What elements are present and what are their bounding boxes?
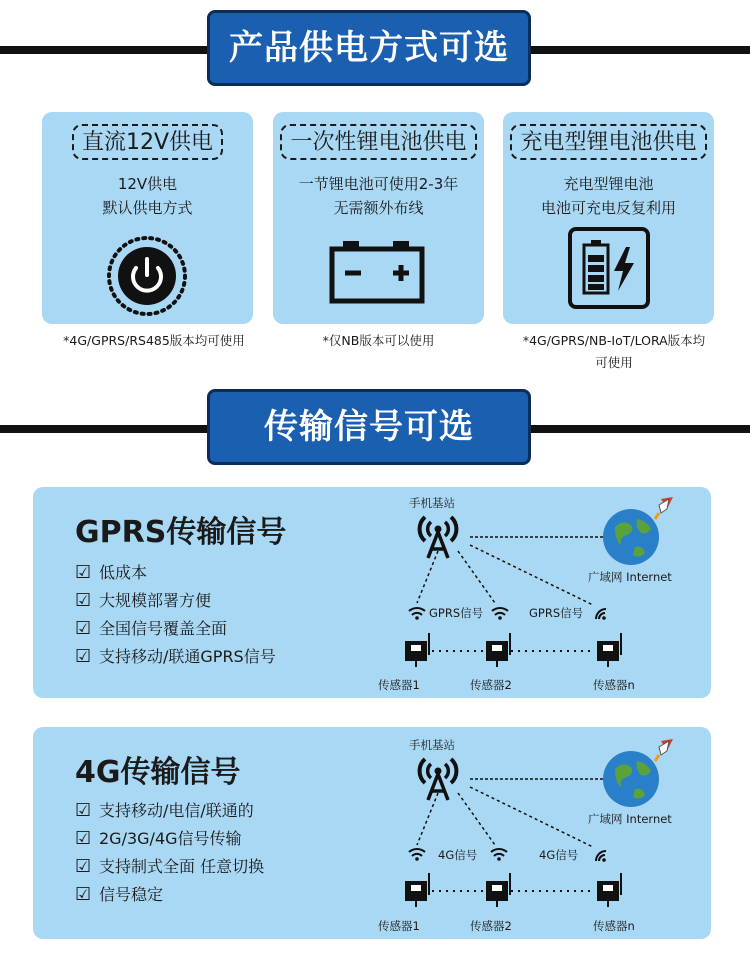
sensor-label: 传感器n xyxy=(593,919,635,933)
card-note-line: *4G/GPRS/NB-IoT/LORA版本均 xyxy=(522,333,706,348)
signal-label: 4G信号 xyxy=(438,848,478,862)
card-desc-line: 充电型锂电池 xyxy=(563,175,654,193)
signal-label: GPRS信号 xyxy=(529,606,584,620)
sensor-device-icon xyxy=(484,873,514,907)
signal-label: 4G信号 xyxy=(539,848,579,862)
checkmark-icon: ☑ xyxy=(75,562,92,583)
card-pill: 充电型锂电池供电 xyxy=(510,124,706,160)
feature-item: ☑ 支持移动/联通GPRS信号 xyxy=(75,643,276,671)
globe-icon xyxy=(601,497,681,567)
checkmark-icon: ☑ xyxy=(75,856,92,877)
checkmark-icon: ☑ xyxy=(75,828,92,849)
card-note xyxy=(503,330,725,374)
sensor-device-icon xyxy=(484,633,514,667)
feature-item: ☑ 全国信号覆盖全面 xyxy=(75,615,276,643)
sensor-device-icon xyxy=(595,873,625,907)
checkmark-icon: ☑ xyxy=(75,884,92,905)
card-note-line: 可使用 xyxy=(595,355,633,370)
checkmark-icon: ☑ xyxy=(75,590,92,611)
sensor-label: 传感器2 xyxy=(470,919,512,933)
checkmark-icon: ☑ xyxy=(75,646,92,667)
power-card-rechargeable xyxy=(503,112,714,324)
signal-label: GPRS信号 xyxy=(429,606,484,620)
power-card-dc xyxy=(42,112,253,324)
card-desc-line: 电池可充电反复利用 xyxy=(540,199,676,217)
card-note: *仅NB版本可以使用 xyxy=(322,333,435,348)
sensor-label: 传感器n xyxy=(593,678,635,692)
section-title-power: 产品供电方式可选 xyxy=(207,10,531,86)
feature-item: ☑ 大规模部署方便 xyxy=(75,587,276,615)
base-station-label: 手机基站 xyxy=(409,738,455,752)
feature-item: ☑ 支持移动/电信/联通的 xyxy=(75,797,264,825)
sensor-device-icon xyxy=(595,633,625,667)
panel-gprs xyxy=(33,487,711,698)
weak-signal-icon xyxy=(593,847,609,863)
card-desc-line: 默认供电方式 xyxy=(102,199,193,217)
panel-4g xyxy=(33,727,711,939)
wifi-icon xyxy=(489,847,509,861)
globe-icon xyxy=(601,739,681,809)
internet-label: 广域网 Internet xyxy=(588,570,672,584)
card-desc xyxy=(42,172,253,220)
checkmark-icon: ☑ xyxy=(75,800,92,821)
card-pill: 直流12V供电 xyxy=(72,124,223,160)
card-desc xyxy=(273,172,484,220)
card-desc xyxy=(503,172,714,220)
sensor-device-icon xyxy=(403,633,433,667)
power-card-lithium xyxy=(273,112,484,324)
weak-signal-icon xyxy=(593,605,609,621)
wifi-icon xyxy=(407,847,427,861)
rechargeable-battery-icon xyxy=(568,227,650,309)
panel-title: 4G传输信号 xyxy=(75,755,241,790)
checkmark-icon: ☑ xyxy=(75,618,92,639)
feature-item: ☑ 低成本 xyxy=(75,559,276,587)
wifi-icon xyxy=(407,606,427,620)
feature-item: ☑ 支持制式全面 任意切换 xyxy=(75,853,264,881)
card-desc-line: 一节锂电池可使用2-3年 xyxy=(298,175,459,193)
sensor-label: 传感器2 xyxy=(470,678,512,692)
sensor-label: 传感器1 xyxy=(378,919,420,933)
card-pill: 一次性锂电池供电 xyxy=(280,124,476,160)
feature-item: ☑ 2G/3G/4G信号传输 xyxy=(75,825,264,853)
feature-item: ☑ 信号稳定 xyxy=(75,881,264,909)
base-station-label: 手机基站 xyxy=(409,496,455,510)
panel-title: GPRS传输信号 xyxy=(75,515,287,550)
car-battery-icon xyxy=(329,241,425,303)
sensor-device-icon xyxy=(403,873,433,907)
section-title-signal: 传输信号可选 xyxy=(207,389,531,465)
card-desc-line: 无需额外布线 xyxy=(333,199,424,217)
sensor-label: 传感器1 xyxy=(378,678,420,692)
power-button-icon xyxy=(106,235,188,317)
card-desc-line: 12V供电 xyxy=(117,175,178,193)
card-note: *4G/GPRS/RS485版本均可使用 xyxy=(63,333,245,348)
internet-label: 广域网 Internet xyxy=(588,812,672,826)
wifi-icon xyxy=(490,606,510,620)
